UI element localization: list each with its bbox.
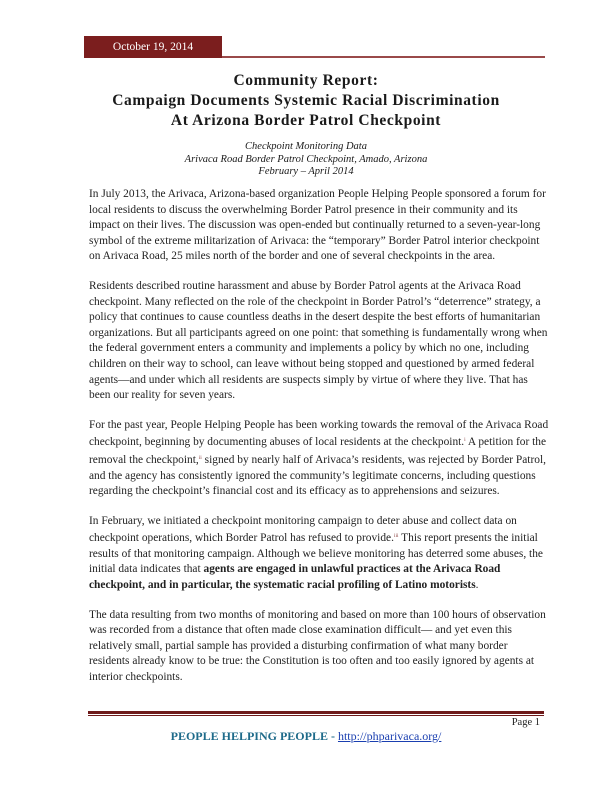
page-number: Page 1 [511,717,540,728]
footer-separator: - [327,729,338,743]
report-date: October 19, 2014 [112,41,194,53]
title-line-2: Campaign Documents Systemic Racial Discrimination [112,92,500,109]
paragraph-5: The data resulting from two months of monitoring and based on more than 100 hours of observation was recorded from a distance that often made close examination difficult— and yet even this relatively small, partial sample has provided a disturbing confirmation of what many border residents already know to be true: the Constitution is too often and too easily ignored by agents at interior checkpoints. [89,608,546,684]
paragraph-4-part-a: In February, we initiated a checkpoint monitoring campaign to deter abuse and collect data on checkpoint operations, which Border Patrol has refused to provide. [89,514,517,545]
page-footer [60,729,552,744]
paragraph-4-part-b: This report presents the initial results of that monitoring campaign. Although we believe monitoring has deterred some abuses, the initial data indicates that [89,532,543,576]
footer-website-link[interactable]: http://phparivaca.org/ [337,729,442,743]
footnote-marker-2[interactable]: ii [198,454,202,461]
paragraph-4-part-c: . [475,579,479,592]
paragraph-3 [89,418,549,500]
title-line-1: Community Report: [233,72,379,89]
report-body [89,187,549,700]
title-line-3: At Arizona Border Patrol Checkpoint [170,112,442,129]
footnote-marker-1[interactable]: i [464,437,466,444]
paragraph-3-part-c: signed by nearly half of Arivaca’s residents, was rejected by Border Patrol, and the agency has consistently ignored the community’s legitimate concerns, including questions regarding the checkpoint’s financial cost and its efficacy as to apprehensions and seizures. [89,453,546,498]
paragraph-3-part-b: A petition for the removal the checkpoint, [89,436,547,466]
paragraph-4-bold-finding: agents are engaged in unlawful practices at the Arivaca Road checkpoint, and in particular, the systematic racial profiling of Latino motorists [89,563,501,592]
footer-org-name: PEOPLE HELPING PEOPLE [170,729,328,743]
subtitle-line-1: Checkpoint Monitoring Data [245,141,367,152]
paragraph-2: Residents described routine harassment and abuse by Border Patrol agents at the Arivaca Road checkpoint. Many reflected on the role of the checkpoint in Border Patrol’s “deterrence” strategy, a policy that continues to cause countless deaths in the desert despite the best efforts of humanitarian organizations. But all participants agreed on one point: that something is fundamentally wrong when the federal government enters a community and implements a policy by which no one, including children on their way to school, can leave without being stopped and questioned by armed federal agents—and under which all residents are suspects simply by virtue of where they live. That has been our reality for seven years. [89,279,548,402]
paragraph-1: In July 2013, the Arivaca, Arizona-based organization People Helping People sponsored a forum for local residents to discuss the overwhelming Border Patrol presence in their community and its impact on their lives. The discussion was open-ended but continually returned to a seven-year-long symbol of the extreme militarization of Arivaca: the “temporary” Border Patrol interior checkpoint on Arivaca Road, 25 miles north of the border and one of several checkpoints in the area. [89,188,546,263]
header-rule [222,56,545,58]
paragraph-4 [89,514,549,594]
footer-rule-thick [88,711,544,714]
footnote-marker-3[interactable]: iii [393,533,399,540]
date-banner [84,36,222,58]
subtitle-line-3: February – April 2014 [258,166,354,177]
report-title [60,71,552,131]
report-subtitle [60,141,552,179]
footer-rule-thin [88,715,544,716]
subtitle-line-2: Arivaca Road Border Patrol Checkpoint, Amado, Arizona [184,153,428,165]
paragraph-3-part-a: For the past year, People Helping People has been working towards the removal of the Arivaca Road checkpoint, beginning by documenting abuses of local residents at the checkpoint. [89,418,549,449]
